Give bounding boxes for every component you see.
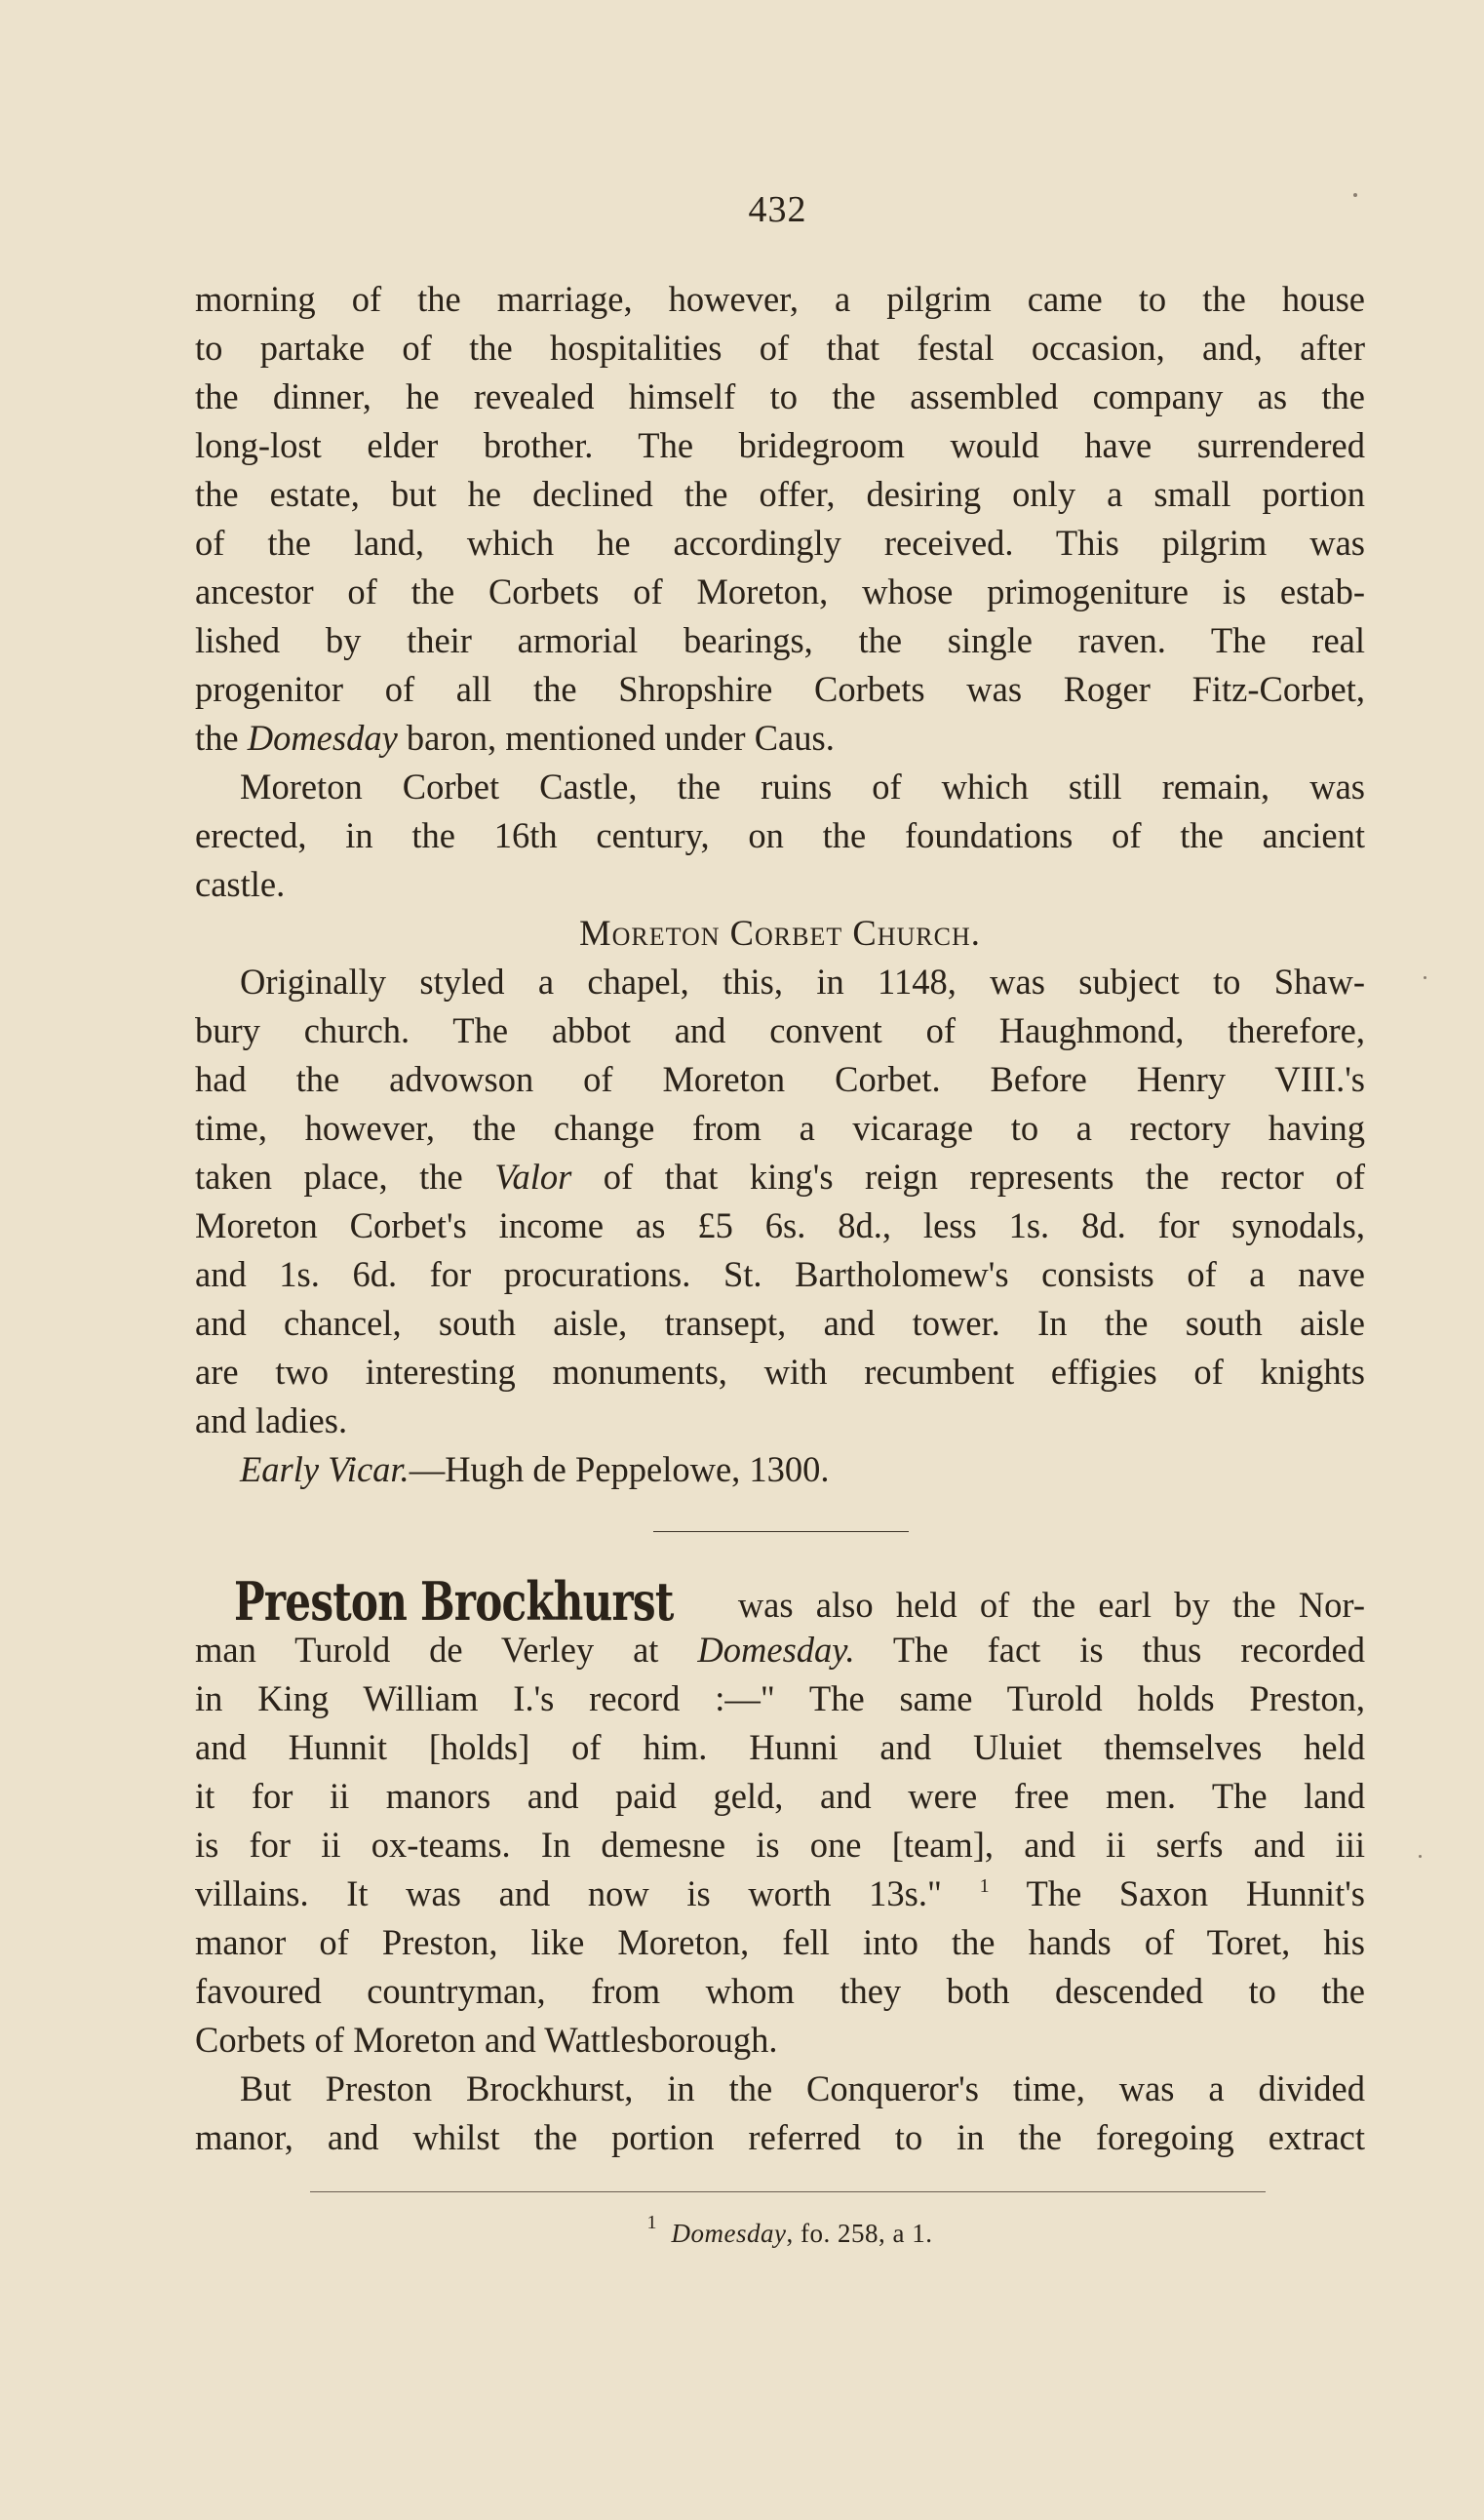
text-line: manor of Preston, like Moreton, fell into the hands of Toret, his <box>195 1922 1365 1962</box>
text-line: Moreton Corbet's income as £5 6s. 8d., less 1s. 8d. for synodals, <box>195 1205 1365 1245</box>
paper-speck <box>1353 193 1357 197</box>
section-divider <box>653 1531 909 1532</box>
text-line: it for ii manors and paid geld, and were free men. The land <box>195 1776 1365 1816</box>
text-line: Originally styled a chapel, this, in 1148, was subject to Shaw- <box>240 962 1365 1002</box>
text-line: bury church. The abbot and convent of Haughmond, therefore, <box>195 1010 1365 1050</box>
text-line: erected, in the 16th century, on the foundations of the ancient <box>195 815 1365 855</box>
text-line: time, however, the change from a vicarage to a rectory having <box>195 1108 1365 1148</box>
main-text <box>195 275 1365 1494</box>
italic-term: Domesday <box>247 718 398 758</box>
text-fragment: the <box>195 718 248 758</box>
footnote <box>0 2212 1484 2249</box>
text-line <box>195 1153 1365 1201</box>
text-fragment: The Saxon Hunnit's <box>989 1873 1365 1913</box>
text-fragment: taken place, the <box>195 1157 495 1197</box>
text-line: of the land, which he accordingly received. This pilgrim was <box>195 523 1365 563</box>
text-line: had the advowson of Moreton Corbet. Before Henry VIII.'s <box>195 1059 1365 1099</box>
text-line: are two interesting monuments, with recumbent effigies of knights <box>195 1352 1365 1392</box>
text-line: morning of the marriage, however, a pilgrim came to the house <box>195 279 1365 319</box>
italic-term: Valor <box>494 1157 572 1197</box>
place-title <box>234 1570 674 1633</box>
text-line: and ladies. <box>195 1400 348 1440</box>
text-fragment: of that king's reign represents the rector of <box>571 1157 1365 1197</box>
text-line: But Preston Brockhurst, in the Conqueror's time, was a divided <box>240 2068 1365 2108</box>
text-line: and 1s. 6d. for procurations. St. Bartholomew's consists of a nave <box>195 1254 1365 1294</box>
text-line: long-lost elder brother. The bridegroom would have surrendered <box>195 425 1365 465</box>
text-line <box>195 714 1365 763</box>
text-line: progenitor of all the Shropshire Corbets was Roger Fitz-Corbet, <box>195 669 1365 709</box>
early-vicar-text: —Hugh de Peppelowe, 1300. <box>409 1449 830 1489</box>
text-line: and Hunnit [holds] of him. Hunni and Uluiet themselves held <box>195 1727 1365 1767</box>
early-vicar-label: Early Vicar. <box>240 1449 410 1489</box>
text-line <box>195 1570 1365 1633</box>
text-fragment: villains. It was and now is worth 13s." <box>195 1873 980 1913</box>
footnote-divider <box>310 2191 1266 2192</box>
text-line: favoured countryman, from whom they both descended to the <box>195 1971 1365 2011</box>
text-line: and chancel, south aisle, transept, and tower. In the south aisle <box>195 1303 1365 1343</box>
page-number: 432 <box>748 189 807 230</box>
section-heading: Moreton Corbet Church. <box>579 913 981 953</box>
paper-speck <box>1419 1855 1422 1858</box>
place-title-word: Brockhurst <box>419 1570 674 1633</box>
text-fragment: baron, mentioned under Caus. <box>397 718 835 758</box>
footnote-reference-text: , fo. 258, a 1. <box>786 2219 933 2248</box>
text-line <box>195 1870 1365 1918</box>
text-line <box>195 1626 1365 1674</box>
italic-term: Domesday. <box>697 1630 855 1670</box>
text-line: the dinner, he revealed himself to the assembled company as the <box>195 376 1365 416</box>
footnote-marker: 1 <box>646 2212 658 2233</box>
text-line: lished by their armorial bearings, the single raven. The real <box>195 620 1365 660</box>
text-fragment: was also held of the earl by the Nor- <box>715 1585 1365 1625</box>
text-line: manor, and whilst the portion referred to in the foregoing extract <box>195 2117 1365 2157</box>
text-fragment: The fact is thus recorded <box>854 1630 1365 1670</box>
text-line: to partake of the hospitalities of that festal occasion, and, after <box>195 328 1365 368</box>
text-line: castle. <box>195 864 286 904</box>
text-line: is for ii ox-teams. In demesne is one [team], and ii serfs and iii <box>195 1825 1365 1865</box>
early-vicar-line <box>195 1445 1365 1494</box>
text-fragment: man Turold de Verley at <box>195 1630 698 1670</box>
text-line: Moreton Corbet Castle, the ruins of which still remain, was <box>240 767 1365 807</box>
footnote-source: Domesday <box>671 2219 787 2248</box>
text-line: the estate, but he declined the offer, desiring only a small portion <box>195 474 1365 514</box>
main-text-continued <box>195 1570 1365 2162</box>
text-line: Corbets of Moreton and Wattlesborough. <box>195 2020 778 2060</box>
place-title-word: Preston <box>234 1570 408 1633</box>
footnote-reference[interactable]: 1 <box>979 1875 990 1897</box>
text-line: in King William I.'s record :—" The same Turold holds Preston, <box>195 1678 1365 1718</box>
paper-speck <box>1424 976 1426 979</box>
text-line: ancestor of the Corbets of Moreton, whose primogeniture is estab- <box>195 571 1365 611</box>
